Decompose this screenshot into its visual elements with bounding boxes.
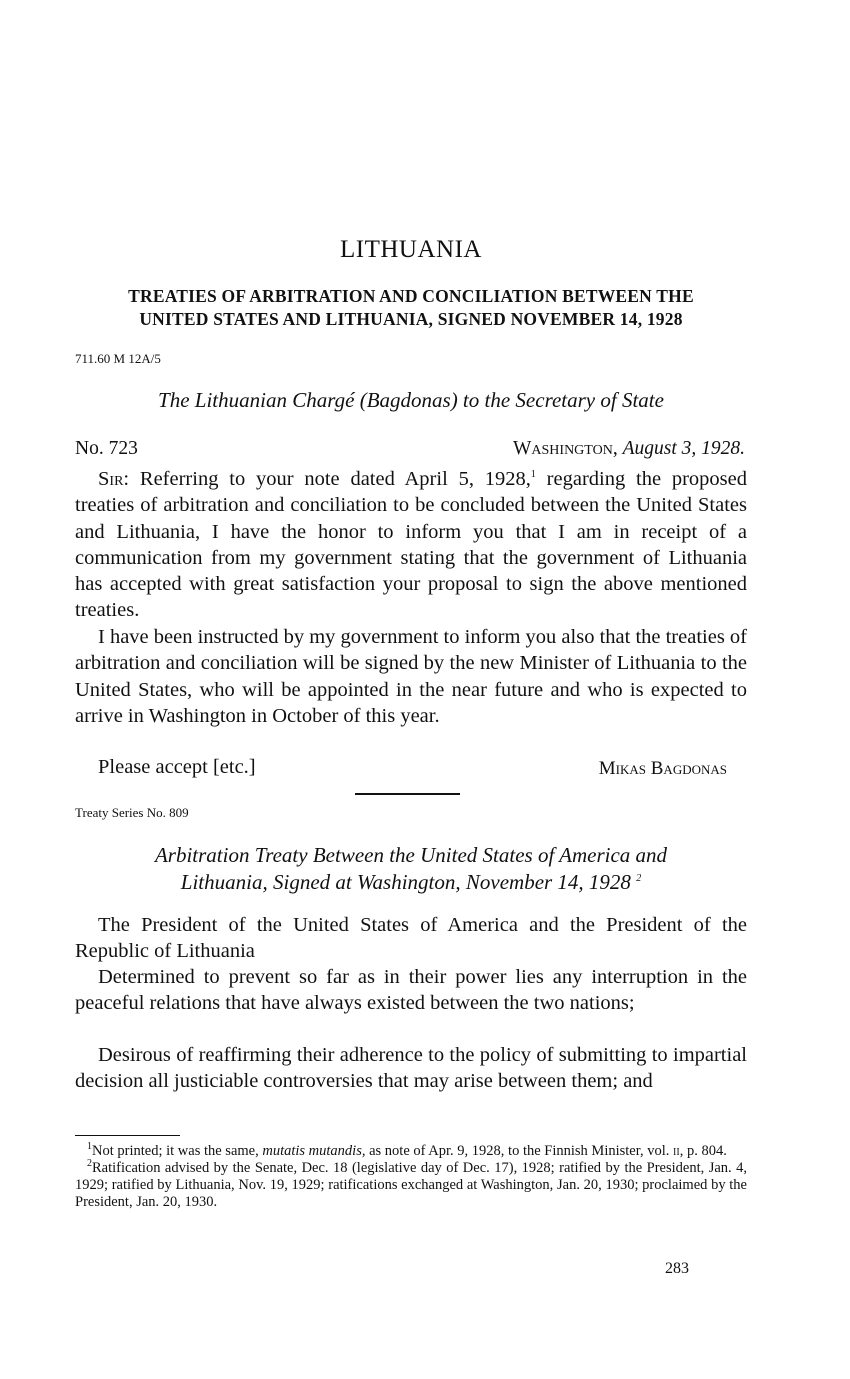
treaty-paragraph-3: Desirous of reaffirming their adherence to the policy of submitting to impartial decision all justiciable controversies that may arise between them; and [75,1044,747,1093]
letter-paragraph-1-rest: regarding the proposed treaties of arbitration and conciliation to be concluded between the United States and Lithuania, I have the honor to inform you that I am in receipt of a communication from my government stating that the government of Lithuania has accepted with great satisfaction your proposal to sign the above mentioned treaties. [75,468,748,622]
letter-signer: Mikas Bagdonas [598,758,727,779]
page-number: 283 [665,1260,689,1277]
letter-closing: Please accept [etc.] [98,756,256,778]
footnote-ref-1: 1 [530,469,536,481]
letter-dateline [513,438,745,460]
letter-title: The Lithuanian Chargé (Bagdonas) to the Secretary of State [158,388,664,412]
treaty-series-number: Treaty Series No. 809 [75,805,189,820]
letter-paragraph-1-start: Referring to your note dated April 5, 1928, [139,468,531,490]
footnote-2: $^2$Ratification advised by the Senate, Dec. 18 (legislative day of Dec. 17), 1928; ratified by the President, Jan. 4, 1929; ratified by Lithuania, Nov. 19, 1929; ratifications exchanged at Washington, Jan. 20, 1930; proclaimed by the President, Jan. 20, 1930. [75,1158,747,1210]
treaty-title-line-2: Lithuania, Signed at Washington, November 14, 1928 [180,870,631,894]
letter-place: Washington, [513,438,618,459]
footnote-2-mark: 2 [87,1158,92,1170]
footnotes [75,1143,747,1211]
subheading-line-2: UNITED STATES AND LITHUANIA, SIGNED NOVEMBER 14, 1928 [139,309,683,329]
footnote-1: $^1$Not printed; it was the same, mutatis mutandis, as note of Apr. 9, 1928, to the Finnish Minister, vol. ii, p. 804. [87,1141,727,1159]
subheading-line-1: TREATIES OF ARBITRATION AND CONCILIATION BETWEEN THE [128,286,694,306]
section-heading: LITHUANIA [340,236,482,263]
footnote-ref-2: 2 [636,873,642,884]
letter-paragraph-2: I have been instructed by my government to inform you also that the treaties of arbitration and conciliation will be signed by the new Minister of Lithuania to the United States, who will be appointed in the near future and who is expected to arrive in Washington in October of this year. [75,626,747,727]
salutation: Sir: [98,468,130,490]
footnote-1-mark: 1 [87,1141,92,1153]
treaty-title-line-1: Arbitration Treaty Between the United States of America and [154,843,668,867]
letter-date: August 3, 1928. [622,438,745,459]
section-subheading [75,285,747,331]
letter-number: No. 723 [75,438,138,459]
section-divider [355,793,460,795]
file-reference: 711.60 M 12A/5 [75,351,161,366]
treaty-paragraph-1: The President of the United States of America and the President of the Republic of Lithuania [75,914,747,963]
letter-paragraph-1 [75,466,747,624]
footnote-rule [75,1135,180,1136]
treaty-title [75,842,747,896]
treaty-paragraph-2: Determined to prevent so far as in their power lies any interruption in the peaceful relations that have always existed between the two nations; [75,966,747,1015]
